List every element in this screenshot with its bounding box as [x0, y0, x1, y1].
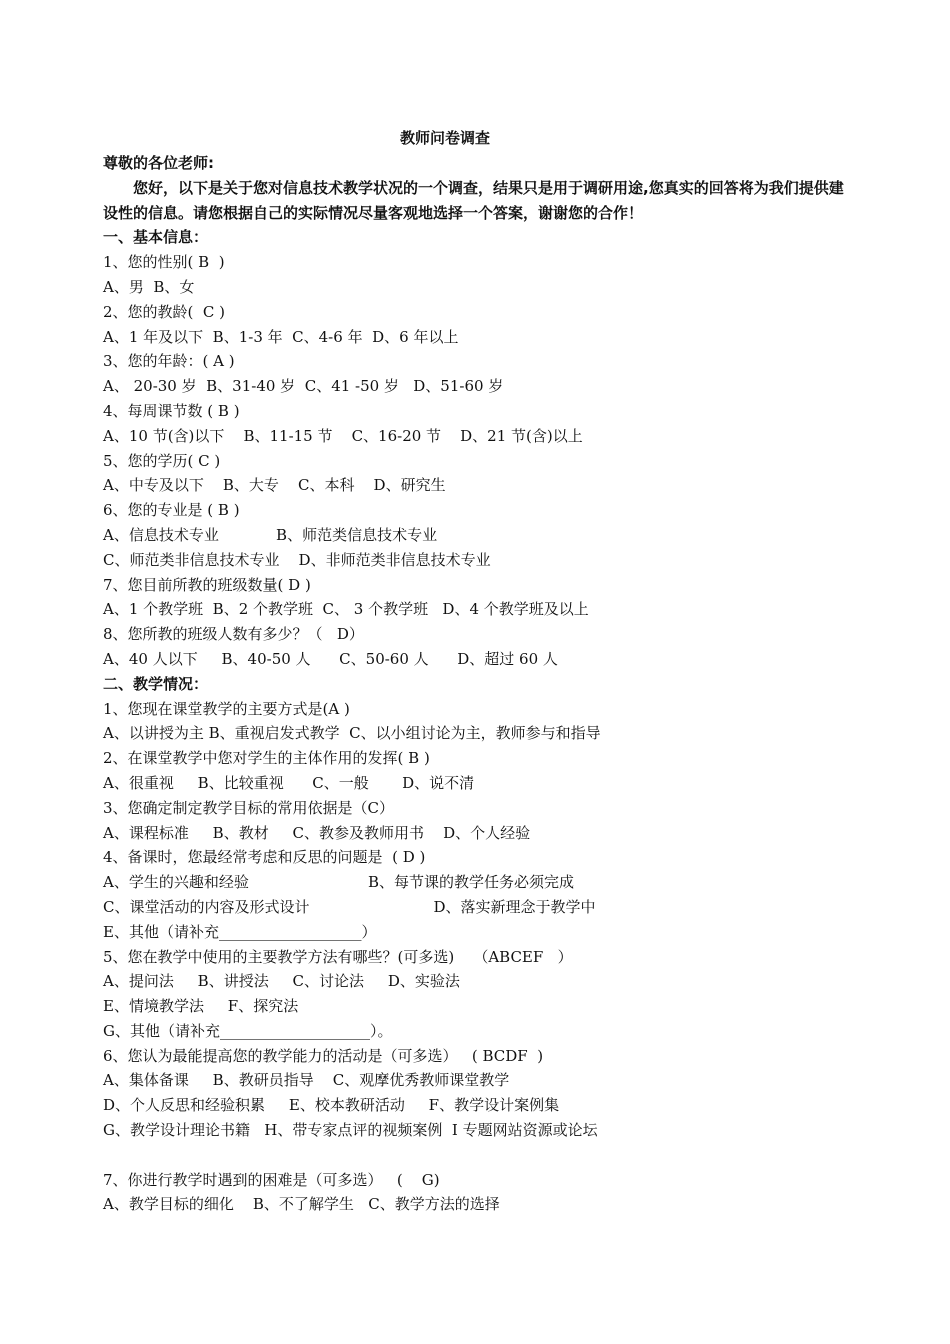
section-heading-basic-info: 一、基本信息： [103, 228, 209, 247]
question-line: 5、您的学历( C ) [103, 451, 221, 470]
question-line: 3、您确定制定教学目标的常用依据是（C） [103, 798, 395, 817]
blank-line [103, 1143, 853, 1168]
option-line: G、其他（请补充____________________）。 [103, 1021, 393, 1040]
option-line: A、以讲授为主 B、重视启发式教学 C、以小组讨论为主，教师参与和指导 [103, 724, 601, 743]
option-line: E、情境教学法 F、探究法 [103, 997, 299, 1016]
option-line: C、课堂活动的内容及形式设计 D、落实新理念于教学中 [103, 897, 596, 916]
question-line: 1、您现在课堂教学的主要方式是(A ) [103, 699, 350, 718]
greeting: 尊敬的各位老师: [103, 154, 214, 172]
section-heading-teaching: 二、教学情况： [103, 674, 209, 693]
question-line: 6、您认为最能提高您的教学能力的活动是（可多选） ( BCDF ) [103, 1046, 544, 1065]
option-line: G、教学设计理论书籍 H、带专家点评的视频案例 I 专题网站资源或论坛 [103, 1121, 598, 1140]
question-line: 2、您的教龄( C ) [103, 302, 226, 321]
document-title: 教师问卷调查 [399, 129, 490, 147]
question-line: 5、您在教学中使用的主要教学方法有哪些？(可多选) （ABCEF ） [103, 947, 573, 966]
intro-paragraph: 您好，以下是关于您对信息技术教学状况的一个调查，结果只是用于调研用途,您真实的回答将为我们提供建设性的信息。请您根据自己的实际情况尽量客观地选择一个答案，谢谢您的合作！ [103, 178, 844, 222]
question-line: 8、您所教的班级人数有多少？（ D） [103, 625, 364, 644]
option-line: A、提问法 B、讲授法 C、讨论法 D、实验法 [103, 972, 460, 991]
option-line: A、40 人以下 B、40-50 人 C、50-60 人 D、超过 60 人 [103, 649, 558, 668]
question-line: 7、你进行教学时遇到的困难是（可多选） ( G) [103, 1170, 440, 1189]
question-line: 4、每周课节数 ( B ) [103, 401, 240, 420]
question-line: 3、您的年龄：( A ) [103, 352, 235, 371]
option-line: A、中专及以下 B、大专 C、本科 D、研究生 [103, 476, 446, 495]
question-line: 7、您目前所教的班级数量( D ) [103, 575, 311, 594]
question-line: 2、在课堂教学中您对学生的主体作用的发挥( B ) [103, 749, 430, 768]
question-line: 4、备课时，您最经常考虑和反思的问题是 ( D ) [103, 848, 426, 867]
question-line: 6、您的专业是 ( B ) [103, 501, 240, 520]
option-line: E、其他（请补充___________________） [103, 922, 377, 941]
option-line: D、个人反思和经验积累 E、校本教研活动 F、教学设计案例集 [103, 1096, 560, 1115]
option-line: C、师范类非信息技术专业 D、非师范类非信息技术专业 [103, 550, 491, 569]
document-body [103, 151, 853, 1217]
option-line: A、课程标准 B、教材 C、教参及教师用书 D、个人经验 [103, 823, 531, 842]
option-line: A、10 节(含)以下 B、11-15 节 C、16-20 节 D、21 节(含)以上 [103, 426, 583, 445]
option-line: A、1 年及以下 B、1-3 年 C、4-6 年 D、6 年以上 [103, 327, 459, 346]
option-line: A、很重视 B、比较重视 C、一般 D、说不清 [103, 773, 475, 792]
option-line: A、学生的兴趣和经验 B、每节课的教学任务必须完成 [103, 873, 575, 892]
option-line: A、1 个教学班 B、2 个教学班 C、 3 个教学班 D、4 个教学班及以上 [103, 600, 589, 619]
option-line: A、集体备课 B、教研员指导 C、观摩优秀教师课堂教学 [103, 1071, 510, 1090]
question-line: 1、您的性别( B ) [103, 253, 225, 272]
option-line: A、信息技术专业 B、师范类信息技术专业 [103, 525, 438, 544]
option-line: A、男 B、女 [103, 277, 195, 296]
option-line: A、教学目标的细化 B、不了解学生 C、教学方法的选择 [103, 1195, 500, 1214]
option-line: A、 20-30 岁 B、31-40 岁 C、41 -50 岁 D、51-60 岁 [103, 377, 504, 396]
